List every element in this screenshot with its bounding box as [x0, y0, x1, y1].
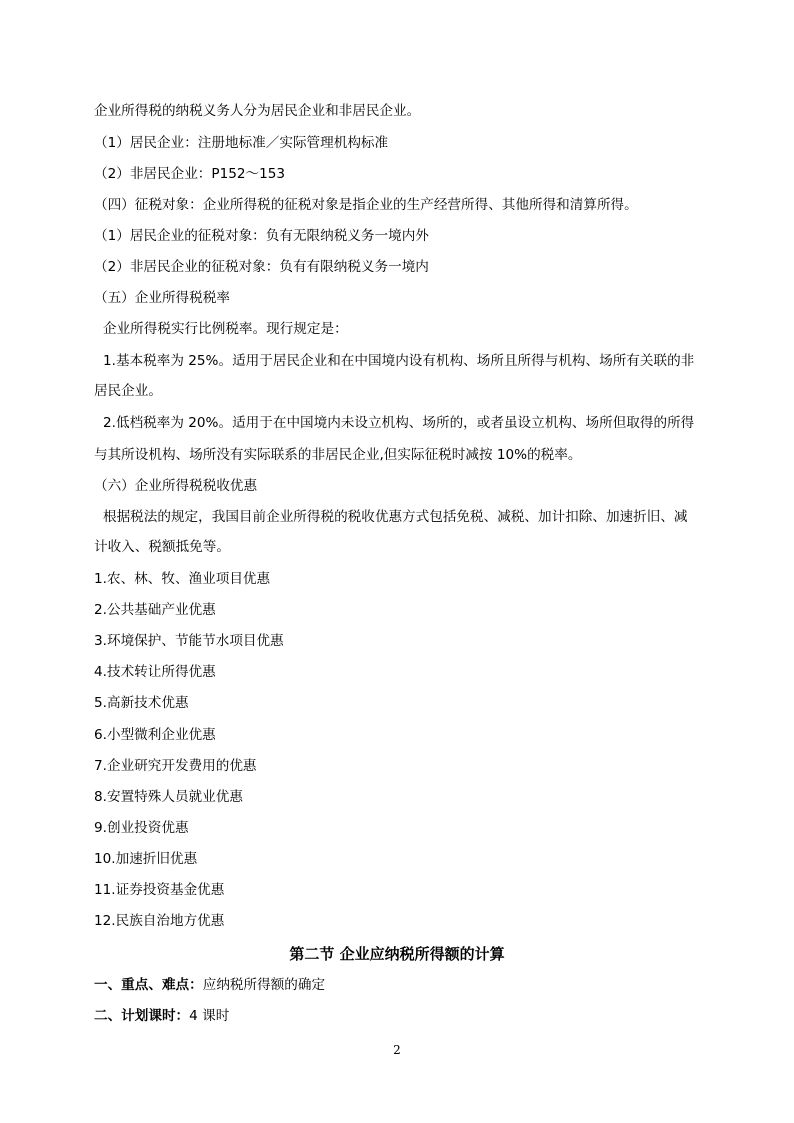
- hours-label: 二、计划课时：: [94, 1008, 190, 1024]
- key-points-label: 一、重点、难点：: [94, 977, 203, 993]
- list-item: 8.安置特殊人员就业优惠: [94, 789, 243, 805]
- key-points-text: 应纳税所得额的确定: [202, 977, 326, 993]
- paragraph-line: 居民企业。: [94, 383, 162, 399]
- list-item: 11.证券投资基金优惠: [94, 882, 225, 898]
- page-number: 2: [393, 1043, 401, 1057]
- hours-text: 4 课时: [189, 1008, 230, 1024]
- paragraph-line: 与其所设机构、场所没有实际联系的非居民企业,但实际征税时减按 10%的税率。: [94, 447, 582, 463]
- paragraph-line: 企业所得税实行比例税率。现行规定是：: [103, 321, 348, 337]
- paragraph-line: （五）企业所得税税率: [94, 290, 230, 306]
- paragraph-line: （2）非居民企业的征税对象：负有有限纳税义务一境内: [94, 259, 429, 275]
- paragraph-line: 1.基本税率为 25%。适用于居民企业和在中国境内设有机构、场所且所得与机构、场所有关联的非: [103, 353, 695, 369]
- list-item: 2.公共基础产业优惠: [94, 602, 216, 618]
- hours-line: [94, 1006, 229, 1026]
- paragraph-line: （1）居民企业：注册地标准／实际管理机构标准: [94, 135, 389, 151]
- key-points-line: [94, 975, 325, 995]
- paragraph-line: 根据税法的规定，我国目前企业所得税的税收优惠方式包括免税、减税、加计扣除、加速折旧、减: [103, 509, 688, 525]
- paragraph-line: （六）企业所得税税收优惠: [94, 478, 258, 494]
- paragraph-line: 企业所得税的纳税义务人分为居民企业和非居民企业。: [94, 103, 421, 119]
- list-item: 3.环境保护、节能节水项目优惠: [94, 633, 284, 649]
- paragraph-line: （四）征税对象：企业所得税的征税对象是指企业的生产经营所得、其他所得和清算所得。: [94, 197, 638, 213]
- list-item: 1.农、林、牧、渔业项目优惠: [94, 571, 271, 587]
- list-item: 5.高新技术优惠: [94, 695, 189, 711]
- section-title: 第二节 企业应纳税所得额的计算: [289, 945, 505, 963]
- list-item: 10.加速折旧优惠: [94, 851, 198, 867]
- list-item: 6.小型微利企业优惠: [94, 727, 216, 743]
- paragraph-line: 计收入、税额抵免等。: [94, 539, 230, 555]
- paragraph-line: （1）居民企业的征税对象：负有无限纳税义务一境内外: [94, 228, 429, 244]
- list-item: 7.企业研究开发费用的优惠: [94, 758, 257, 774]
- paragraph-line: （2）非居民企业：P152～153: [94, 166, 286, 182]
- paragraph-line: 2.低档税率为 20%。适用于在中国境内未设立机构、场所的，或者虽设立机构、场所但取得的所得: [103, 415, 695, 431]
- list-item: 4.技术转让所得优惠: [94, 664, 216, 680]
- list-item: 9.创业投资优惠: [94, 820, 189, 836]
- list-item: 12.民族自治地方优惠: [94, 913, 225, 929]
